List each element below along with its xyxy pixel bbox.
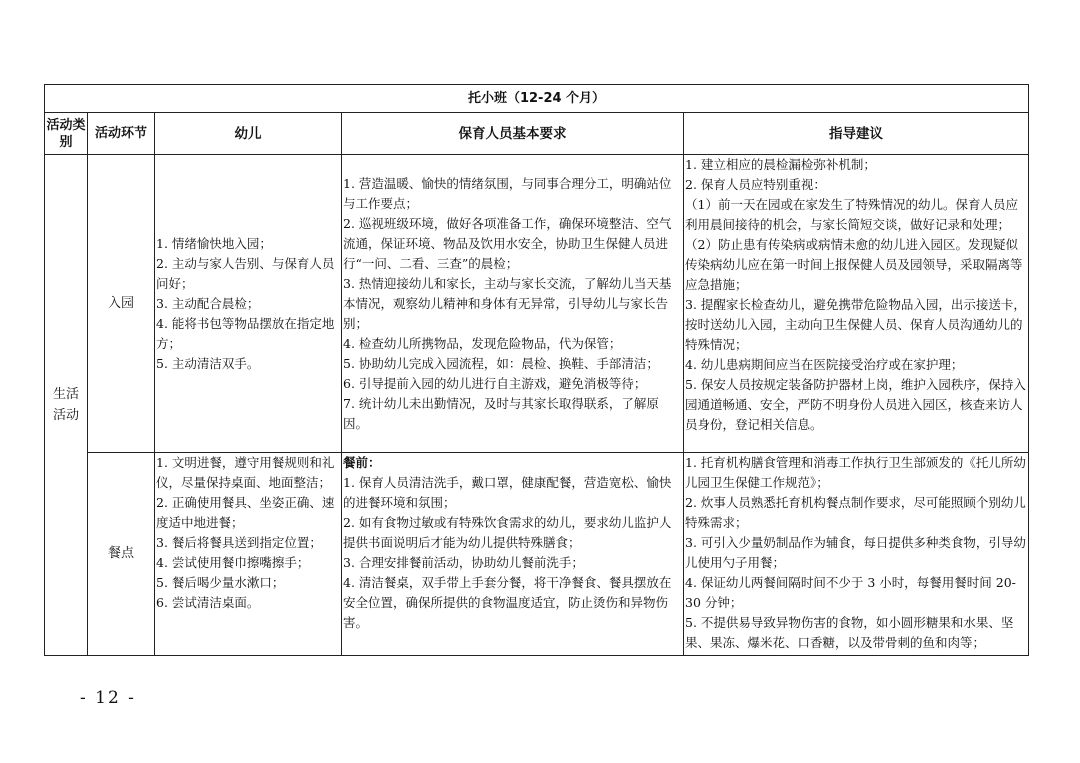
guidance-list-item: （1）前一天在园或在家发生了特殊情况的幼儿。保育人员应利用晨间接待的机会，与家长简短交谈，做好记录和处理； <box>685 197 1018 232</box>
guidance-list-item: （2）防止患有传染病或病情未愈的幼儿进入园区。发现疑似传染病幼儿应在第一时间上报保健人员及园领导，采取隔离等应急措施； <box>685 237 1023 292</box>
guidance-cell <box>684 155 1029 453</box>
page-number: - 12 - <box>80 688 136 708</box>
guidance-list-item: 4. 幼儿患病期间应当在医院接受治疗或在家护理； <box>685 357 964 372</box>
guidance-list-item: 3. 可引入少量奶制品作为辅食，每日提供多种类食物，引导幼儿使用勺子用餐； <box>685 535 1026 570</box>
child-list-item: 3. 餐后将餐具送到指定位置； <box>156 535 322 550</box>
caregiver-list-item: 3. 合理安排餐前活动，协助幼儿餐前洗手； <box>343 555 584 570</box>
table-row <box>45 453 1029 656</box>
caregiver-subheading: 餐前： <box>343 455 381 470</box>
table-title: 托小班（12-24 个月） <box>45 85 1029 113</box>
caregiver-list-item: 6. 引导提前入园的幼儿进行自主游戏，避免消极等待； <box>343 375 647 391</box>
header-category: 活动类别 <box>45 113 88 155</box>
guidance-list-item: 1. 建立相应的晨检漏检弥补机制； <box>685 157 876 172</box>
child-list-item: 1. 文明进餐，遵守用餐规则和礼仪，尽量保持桌面、地面整洁； <box>156 455 335 490</box>
guidance-list-item: 5. 保安人员按规定装备防护器材上岗，维护入园秩序，保持入园通道畅通、安全，严防不明身份人员进入园区，核查来访人员身份，登记相关信息。 <box>685 377 1026 432</box>
child-list-item: 4. 能将书包等物品摆放在指定地方； <box>156 315 335 351</box>
category-line: 生活 <box>52 387 79 402</box>
caregiver-cell <box>342 453 684 656</box>
category-line: 活动 <box>52 408 79 423</box>
caregiver-list-item: 7. 统计幼儿未出勤情况，及时与其家长取得联系，了解原因。 <box>343 395 659 431</box>
guidance-list-item: 4. 保证幼儿两餐间隔时间不少于 3 小时，每餐用餐时间 20-30 分钟； <box>685 575 1016 610</box>
caregiver-list-item: 2. 巡视班级环境，做好各项准备工作，确保环境整洁、空气流通，保证环境、物品及饮用水安全，协助卫生保健人员进行“一问、二看、三查”的晨检； <box>343 215 672 271</box>
child-list-item: 4. 尝试使用餐巾擦嘴擦手； <box>156 555 310 570</box>
activity-guidance-table <box>44 84 1029 656</box>
header-guidance: 指导建议 <box>684 113 1029 155</box>
child-cell <box>155 155 342 453</box>
segment-cell: 入园 <box>88 155 155 453</box>
child-list-item: 6. 尝试清洁桌面。 <box>156 595 260 610</box>
caregiver-list-item: 4. 清洁餐桌，双手带上手套分餐，将干净餐食、餐具摆放在安全位置，确保所提供的食物温度适宜，防止烫伤和异物伤害。 <box>343 575 672 630</box>
caregiver-list-item: 4. 检查幼儿所携物品，发现危险物品，代为保管； <box>343 335 622 351</box>
caregiver-list-item: 1. 保育人员清洁洗手，戴口罩，健康配餐，营造宽松、愉快的进餐环境和氛围； <box>343 475 672 510</box>
caregiver-list-item: 2. 如有食物过敏或有特殊饮食需求的幼儿，要求幼儿监护人提供书面说明后才能为幼儿提供特殊膳食； <box>343 515 672 550</box>
caregiver-list-item: 5. 协助幼儿完成入园流程，如：晨检、换鞋、手部清洁； <box>343 355 659 371</box>
guidance-list-item: 2. 炊事人员熟悉托育机构餐点制作要求，尽可能照顾个别幼儿特殊需求； <box>685 495 1026 530</box>
child-list-item: 5. 主动清洁双手。 <box>156 355 260 371</box>
header-child: 幼儿 <box>155 113 342 155</box>
table-row <box>45 155 1029 453</box>
header-segment: 活动环节 <box>88 113 155 155</box>
segment-cell: 餐点 <box>88 453 155 656</box>
guidance-list-item: 3. 提醒家长检查幼儿，避免携带危险物品入园，出示接送卡，按时送幼儿入园，主动向卫生保健人员、保育人员沟通幼儿的特殊情况； <box>685 297 1026 352</box>
child-cell <box>155 453 342 656</box>
header-caregiver: 保育人员基本要求 <box>342 113 684 155</box>
guidance-list-item: 1. 托育机构膳食管理和消毒工作执行卫生部颁发的《托儿所幼儿园卫生保健工作规范》； <box>685 455 1026 490</box>
child-list-item: 2. 主动与家人告别、与保育人员问好； <box>156 255 335 291</box>
caregiver-list-item: 3. 热情迎接幼儿和家长，主动与家长交流，了解幼儿当天基本情况，观察幼儿精神和身体有无异常，引导幼儿与家长告别； <box>343 275 672 331</box>
caregiver-cell <box>342 155 684 453</box>
guidance-cell <box>684 453 1029 656</box>
guidance-list-item: 5. 不提供易导致异物伤害的食物，如小圆形糖果和水果、坚果、果冻、爆米花、口香糖，以及带骨刺的鱼和肉等； <box>685 615 1014 650</box>
child-list-item: 1. 情绪愉快地入园； <box>156 235 272 251</box>
caregiver-list-item: 1. 营造温暖、愉快的情绪氛围，与同事合理分工，明确站位与工作要点； <box>343 175 672 211</box>
child-list-item: 3. 主动配合晨检； <box>156 295 260 311</box>
category-cell <box>45 155 88 656</box>
guidance-list-item: 2. 保育人员应特别重视： <box>685 177 826 192</box>
child-list-item: 2. 正确使用餐具、坐姿正确、速度适中地进餐； <box>156 495 335 530</box>
child-list-item: 5. 餐后喝少量水漱口； <box>156 575 285 590</box>
